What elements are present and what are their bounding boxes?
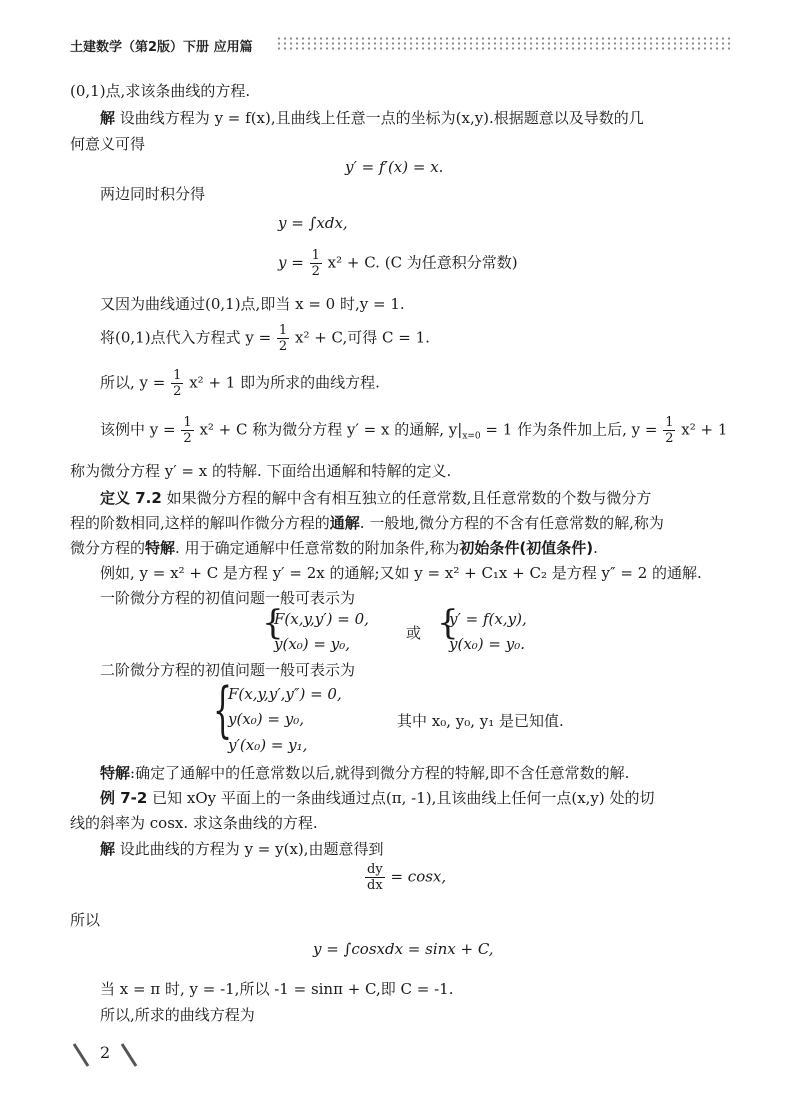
text-line: 二阶微分方程的初值问题一般可表示为 (100, 661, 356, 679)
text-part: :确定了通解中的任意常数以后,就得到微分方程的特解,即不含任意常数的解. (130, 764, 630, 782)
brace-icon: { (213, 675, 233, 745)
fraction (365, 862, 385, 893)
definition-label: 定义 7.2 (100, 489, 162, 507)
equation-part: x² + C. (C 为任意积分常数) (327, 253, 518, 272)
equation: y = ∫xdx, (278, 214, 348, 232)
text-part: x² + C 称为微分方程 y′ = x 的通解, y| (199, 420, 463, 439)
equation: y′ = f(x,y), (449, 610, 527, 628)
text-line (100, 323, 430, 354)
equation: y′ = f′(x) = x. (345, 158, 444, 176)
fraction-numerator: dy (367, 862, 383, 877)
text-line: 一阶微分方程的初值问题一般可表示为 (100, 589, 356, 607)
equation: y = ∫cosxdx = sinx + C, (313, 940, 494, 958)
fraction (171, 368, 183, 399)
solution-label: 解 (100, 109, 116, 127)
text-part: x² + C,可得 C = 1. (294, 328, 430, 347)
fraction-denominator: 2 (665, 431, 674, 446)
fraction-numerator: 1 (311, 248, 320, 263)
fraction-numerator: 1 (665, 415, 674, 430)
text-part: x² + 1 即为所求的曲线方程. (189, 373, 380, 392)
text-part: 该例中 y = (100, 420, 176, 439)
fraction (310, 248, 322, 279)
brace-icon: { (437, 603, 459, 643)
term-particular-solution: 特解 (145, 539, 176, 557)
fraction-numerator: 1 (183, 415, 192, 430)
text-line (70, 537, 598, 558)
header-title: 土建数学（第2版）下册 应用篇 (70, 40, 253, 55)
page-slash-decoration (70, 1040, 160, 1070)
fraction-denominator: 2 (173, 384, 182, 399)
page-number-footer (70, 1040, 160, 1070)
text-part: 如果微分方程的解中含有相互独立的任意常数,且任意常数的个数与微分方 (166, 489, 652, 507)
text-part: 所以, y = (100, 373, 166, 392)
text-line: 称为微分方程 y′ = x 的特解. 下面给出通解和特解的定义. (70, 462, 452, 480)
equation: y(x₀) = y₀, (274, 635, 351, 653)
text-part: 微分方程的 (70, 539, 146, 557)
or-label: 或 (406, 624, 422, 642)
term-particular-solution: 特解 (100, 764, 131, 782)
text-line: 所以,所求的曲线方程为 (100, 1006, 255, 1024)
text-line: 所以 (70, 911, 101, 929)
example-label: 例 7-2 (100, 789, 148, 807)
solution-label: 解 (100, 840, 116, 858)
text-line (100, 368, 380, 399)
text-part: x² + 1 (681, 420, 728, 439)
brace-icon: { (262, 603, 284, 643)
equation-part: = cosx, (390, 867, 447, 886)
text-part: 已知 xOy 平面上的一条曲线通过点(π, -1),且该曲线上任何一点(x,y) 处的切 (152, 789, 655, 807)
term-initial-condition: 初始条件(初值条件) (459, 539, 594, 557)
text-line: 其中 x₀, y₀, y₁ 是已知值. (397, 712, 564, 730)
equation (278, 248, 518, 279)
definition-line (100, 487, 651, 508)
text-line: 例如, y = x² + C 是方程 y′ = 2x 的通解;又如 y = x² + C₁x + C₂ 是方程 y″ = 2 的通解. (100, 564, 702, 582)
text-line: 又因为曲线通过(0,1)点,即当 x = 0 时,y = 1. (100, 295, 405, 313)
text-part: = 1 作为条件加上后, y = (480, 420, 658, 439)
fraction-denominator: dx (367, 878, 383, 893)
solution-line (100, 107, 644, 128)
text-part: 设此曲线的方程为 y = y(x),由题意得到 (119, 840, 384, 858)
text-part: 程的阶数相同,这样的解叫作微分方程的 (70, 514, 330, 532)
equation: y′(x₀) = y₁, (228, 736, 308, 754)
page-number: 2 (100, 1043, 111, 1062)
equation: y(x₀) = y₀. (449, 635, 526, 653)
text-part: . 用于确定通解中任意常数的附加条件,称为 (175, 539, 460, 557)
header-dot-rule (276, 36, 732, 50)
example-line (100, 787, 655, 808)
fraction-numerator: 1 (173, 368, 182, 383)
text-line (100, 415, 727, 446)
fraction (277, 323, 289, 354)
text-part: . 一般地,微分方程的不含有任意常数的解,称为 (359, 514, 664, 532)
fraction-denominator: 2 (278, 339, 288, 354)
text-line: (0,1)点,求该条曲线的方程. (70, 82, 251, 100)
fraction-denominator: 2 (311, 264, 320, 279)
text-part: 将(0,1)点代入方程式 y = (100, 328, 272, 347)
fraction (181, 415, 193, 446)
equation: y(x₀) = y₀, (228, 710, 305, 728)
equation: F(x,y,y′,y″) = 0, (228, 685, 342, 703)
equation: F(x,y,y′) = 0, (274, 610, 369, 628)
fraction-denominator: 2 (183, 431, 192, 446)
fraction-numerator: 1 (278, 323, 288, 338)
equation (364, 862, 446, 893)
text-line (70, 512, 664, 533)
text-line (100, 762, 629, 783)
text-line: 何意义可得 (70, 135, 146, 153)
subscript: x=0 (462, 431, 481, 442)
text-part: . (593, 539, 598, 557)
equation-part: y = (278, 253, 304, 272)
solution-line (100, 838, 384, 859)
fraction (663, 415, 675, 446)
text-line: 线的斜率为 cosx. 求这条曲线的方程. (70, 814, 318, 832)
text-line: 当 x = π 时, y = -1,所以 -1 = sinπ + C,即 C = -1. (100, 980, 454, 998)
text-line: 设曲线方程为 y = f(x),且曲线上任意一点的坐标为(x,y).根据题意以及导数的几 (119, 109, 644, 127)
term-general-solution: 通解 (329, 514, 360, 532)
text-line: 两边同时积分得 (100, 185, 206, 203)
